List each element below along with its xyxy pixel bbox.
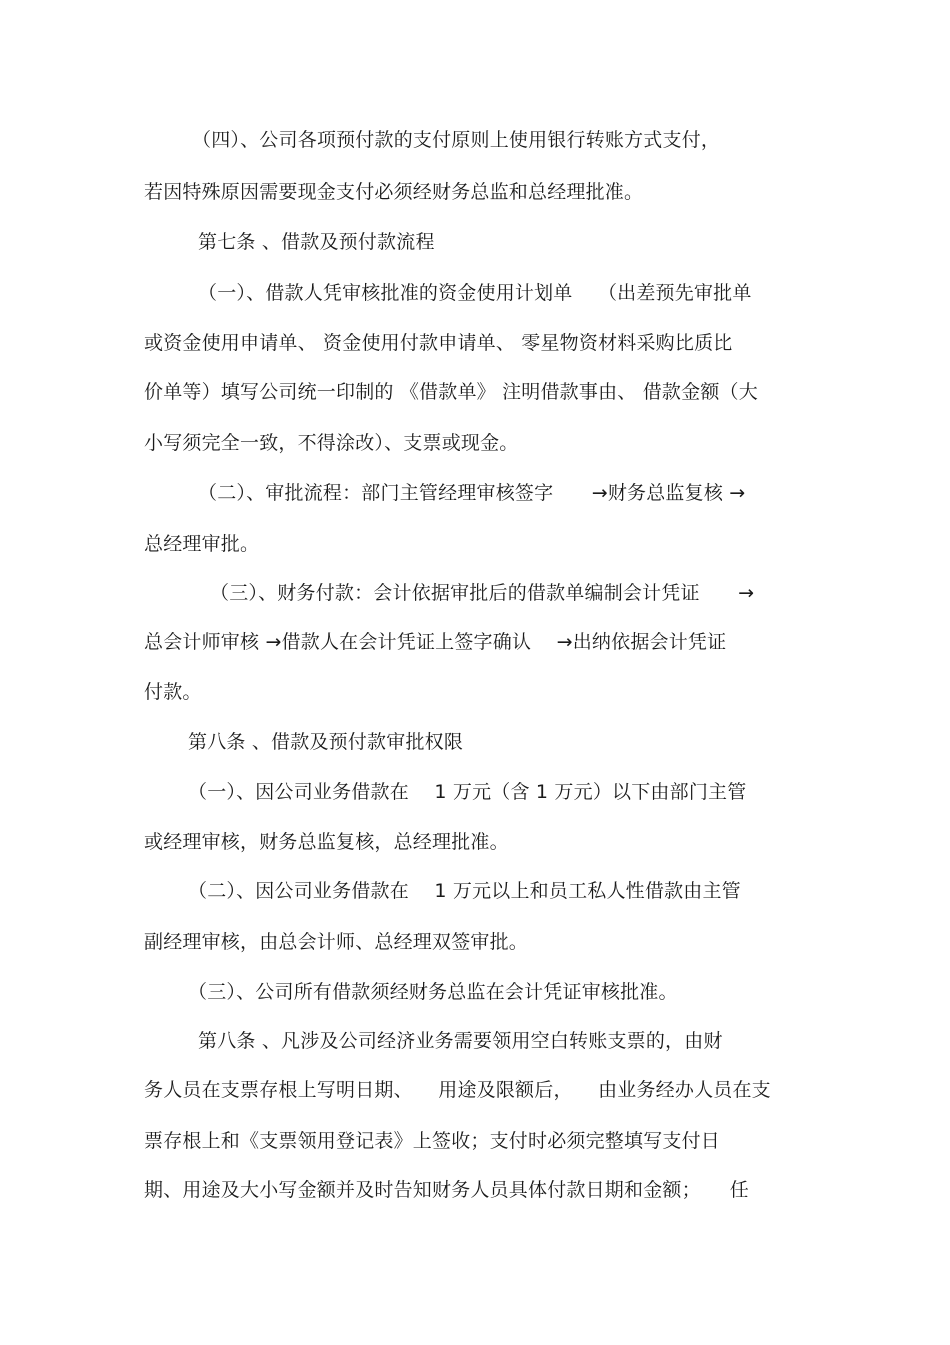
- paragraph-line: （二）、审批流程：部门主管经理审核签字 →财务总监复核 →: [198, 482, 746, 504]
- article-heading: 第七条 、借款及预付款流程: [198, 231, 435, 253]
- paragraph-line: 期、用途及大小写金额并及时告知财务人员具体付款日期和金额； 任: [144, 1179, 749, 1201]
- paragraph-line: （一）、因公司业务借款在 1 万元（含 1 万元）以下由部门主管: [188, 781, 747, 803]
- paragraph-line: 务人员在支票存根上写明日期、 用途及限额后， 由业务经办人员在支: [144, 1079, 771, 1101]
- paragraph-line: 总经理审批。: [144, 533, 260, 555]
- paragraph-line: 小写须完全一致，不得涂改）、支票或现金。: [144, 432, 519, 454]
- article-heading: 第八条 、凡涉及公司经济业务需要领用空白转账支票的，由财: [198, 1030, 723, 1052]
- paragraph-line: 或资金使用申请单、 资金使用付款申请单、 零星物资材料采购比质比: [144, 332, 733, 354]
- paragraph-line: 价单等）填写公司统一印制的 《借款单》 注明借款事由、 借款金额（大: [144, 381, 758, 403]
- paragraph-line: 若因特殊原因需要现金支付必须经财务总监和总经理批准。: [144, 181, 644, 203]
- paragraph-line: 或经理审核，财务总监复核，总经理批准。: [144, 831, 509, 853]
- paragraph-line: （三）、公司所有借款须经财务总监在会计凭证审核批准。: [188, 981, 678, 1003]
- paragraph-line: 副经理审核，由总会计师、总经理双签审批。: [144, 931, 529, 953]
- paragraph-line: （二）、因公司业务借款在 1 万元以上和员工私人性借款由主管: [188, 880, 741, 902]
- paragraph-line: 票存根上和《支票领用登记表》上签收；支付时必须完整填写支付日: [144, 1130, 721, 1152]
- paragraph-line: 总会计师审核 →借款人在会计凭证上签字确认 →出纳依据会计凭证: [144, 631, 727, 653]
- paragraph-line: （三）、财务付款：会计依据审批后的借款单编制会计凭证 →: [210, 582, 755, 604]
- paragraph-line: （四）、公司各项预付款的支付原则上使用银行转账方式支付，: [192, 129, 721, 151]
- article-heading: 第八条 、借款及预付款审批权限: [188, 731, 464, 753]
- paragraph-line: （一）、借款人凭审核批准的资金使用计划单 （出差预先审批单: [198, 282, 752, 304]
- paragraph-line: 付款。: [144, 681, 202, 703]
